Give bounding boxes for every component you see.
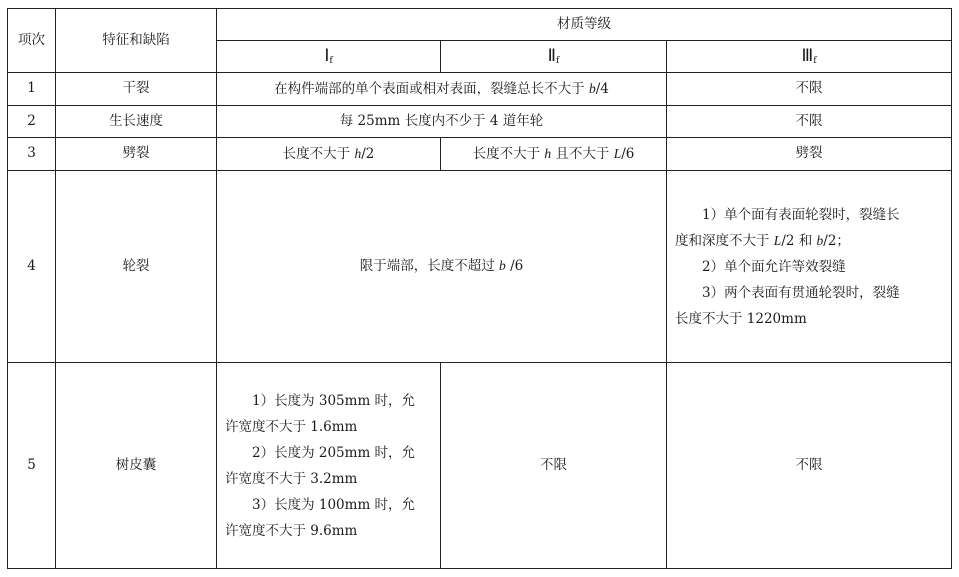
row-feature: 劈裂	[56, 138, 217, 171]
text: 且不大于	[551, 145, 614, 162]
grade-numeral: Ⅱ	[547, 46, 557, 65]
grade-3-cell: 不限	[667, 73, 952, 106]
grade-sub: f	[813, 56, 817, 66]
variable: L	[773, 232, 782, 248]
variable: b	[588, 80, 596, 96]
grade-3-cell: 不限	[667, 363, 952, 569]
grade-1-2-cell	[217, 171, 667, 363]
row-index: 4	[8, 171, 56, 363]
grade-sub: f	[556, 56, 560, 66]
row-feature: 树皮囊	[56, 363, 217, 569]
header-feature: 特征和缺陷	[56, 9, 217, 73]
text-line: 3）长度为 100mm 时，允	[252, 496, 416, 513]
table-row	[8, 171, 952, 363]
grade-1-cell	[217, 363, 441, 569]
text-line: 2）长度为 205mm 时，允	[252, 444, 416, 461]
text: /2	[361, 145, 375, 162]
variable: L	[613, 145, 622, 161]
row-index: 3	[8, 138, 56, 171]
grade-sub: f	[329, 56, 333, 66]
row-feature: 干裂	[56, 73, 217, 106]
grade-2-cell	[441, 138, 667, 171]
text-line: 1）长度为 305mm 时，允	[252, 392, 416, 409]
row-feature: 轮裂	[56, 171, 217, 363]
variable: h	[544, 145, 552, 161]
text: /4	[595, 80, 609, 97]
grade-numeral: Ⅲ	[801, 46, 814, 65]
variable: h	[354, 145, 362, 161]
text: /2；	[823, 232, 850, 249]
text: 限于端部，长度不超过	[359, 258, 500, 275]
table-row	[8, 73, 952, 106]
text-line: 许宽度不大于 3.2mm	[225, 470, 358, 487]
table-row	[8, 106, 952, 138]
row-index: 1	[8, 73, 56, 106]
grade-1-2-cell	[217, 73, 667, 106]
text: /6	[621, 145, 635, 162]
variable: b	[499, 258, 506, 274]
grade-3-cell: 劈裂	[667, 138, 952, 171]
grade-3-header	[667, 41, 952, 73]
text: /2 和	[781, 232, 817, 249]
grade-1-header	[217, 41, 441, 73]
text-line: 许宽度不大于 9.6mm	[225, 522, 358, 539]
text-line	[675, 228, 943, 254]
text-line: 3）两个表面有贯通轮裂时，裂缝	[702, 284, 900, 301]
header-index: 项次	[8, 9, 56, 73]
variable: b	[816, 232, 824, 248]
grade-3-cell: 不限	[667, 106, 952, 138]
grade-2-cell: 不限	[441, 363, 667, 569]
table-row	[8, 363, 952, 569]
text: /6	[505, 258, 524, 275]
grade-1-2-cell: 每 25mm 长度内不少于 4 道年轮	[217, 106, 667, 138]
text: 度和深度不大于	[675, 232, 774, 249]
text-line: 1）单个面有表面轮裂时，裂缝长	[702, 206, 900, 223]
grade-numeral: Ⅰ	[324, 46, 330, 65]
row-index: 5	[8, 363, 56, 569]
text-line: 长度不大于 1220mm	[675, 310, 807, 327]
header-grade: 材质等级	[217, 9, 952, 41]
text-line: 2）单个面允许等效裂缝	[702, 258, 846, 275]
header-row	[8, 9, 952, 41]
grade-1-cell	[217, 138, 441, 171]
row-feature: 生长速度	[56, 106, 217, 138]
table-row	[8, 138, 952, 171]
text: 长度不大于	[282, 145, 355, 162]
row-index: 2	[8, 106, 56, 138]
grade-3-cell	[667, 171, 952, 363]
text: 在构件端部的单个表面或相对表面，裂缝总长不大于	[274, 80, 589, 97]
grade-2-header	[441, 41, 667, 73]
text-line: 许宽度不大于 1.6mm	[225, 418, 358, 435]
wood-grade-defect-table	[7, 8, 952, 569]
text: 长度不大于	[472, 145, 545, 162]
